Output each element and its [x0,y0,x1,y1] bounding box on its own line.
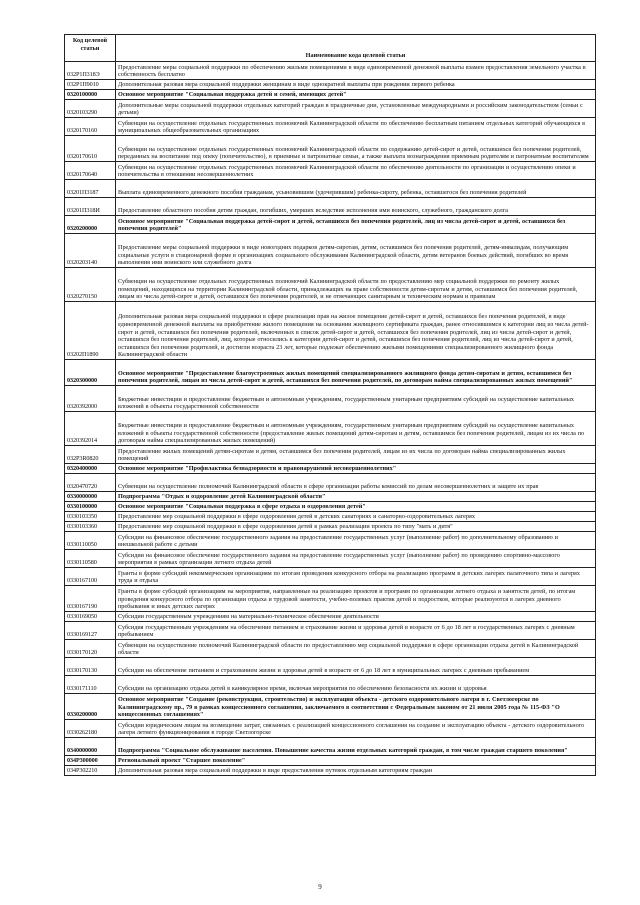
target-article-code: 03201П3187 [65,180,116,198]
table-row [65,612,596,622]
target-article-code: 0320170640 [65,162,116,180]
target-article-name: Основное мероприятие "Профилактика безнадзорности и правонарушений несовершеннолетних" [116,464,596,474]
target-article-name: Предоставление мер социальной поддержки в сфере оздоровления детей в детских санаториях и санаторно-оздоровительных лагерях [116,512,596,522]
target-article-code: 0330262180 [65,720,116,738]
page-number: 9 [318,883,322,891]
table-row [65,162,596,180]
target-article-name: Субсидии на организацию отдыха детей в каникулярное время, включая мероприятия по обеспечению безопасности их жизни и здоровья [116,676,596,694]
target-article-code: 0320392014 [65,412,116,446]
target-article-code: 034Р300000 [65,756,116,766]
table-row [65,216,596,234]
target-article-name: Гранты в форме субсидий некоммерческим организациям по итогам проведения конкурсного отбора на реализацию программ в детских лагерях палаточного типа и лагерях труда и отдыха [116,568,596,586]
target-article-code: 0330100000 [65,502,116,512]
table-header-row [65,35,596,62]
table-row [65,676,596,694]
target-article-code: 034Р302210 [65,766,116,776]
target-article-name: Основное мероприятие "Создание (реконструкция, строительство) и эксплуатация объекта - детского оздоровительного лагеря в г. Светлогорске по Калининградскому пр., 79 в рамках концессионного соглашения, заключаемого в соответствии с Федеральным законом от 21 июля 2005 года № 115-ФЗ "О концессионных соглашениях" [116,694,596,720]
target-articles-table [64,34,596,776]
target-article-code: 0320103290 [65,100,116,118]
table-row [65,694,596,720]
target-article-name: Гранты в форме субсидий организациям на мероприятия, направленные на реализацию проектов и программ по организации летнего отдыха и занятости детей, по итогам проведения конкурсного отбора по организации отдыха и трудовой занятости, учебно-полевых практик детей и подростков, которые реализуются в лагерях дневного пребывания и иных детских лагерях [116,586,596,612]
table-row [65,62,596,80]
target-article-name: Основное мероприятие "Социальная поддержка детей-сирот и детей, оставшихся без попечения родителей, лиц из числа детей-сирот и детей, оставшихся без попечения родителей" [116,216,596,234]
target-article-code: 0330169127 [65,622,116,640]
target-article-code: 0320200000 [65,216,116,234]
target-article-code: 032Р3R0820 [65,446,116,464]
target-article-name: Предоставление мер социальной поддержки в сфере оздоровления детей в рамках реализации проекта по типу "мать и дитя" [116,522,596,532]
target-article-code: 0320100000 [65,90,116,100]
target-article-code: 0330169050 [65,612,116,622]
target-article-code: 0320170160 [65,118,116,136]
target-article-name: Дополнительная разовая мера социальной поддержки женщинам в виде однократной выплаты при рождении первого ребенка [116,80,596,90]
target-article-code: 0330110050 [65,532,116,550]
table-row [65,658,596,676]
table-row [65,720,596,738]
table-row [65,522,596,532]
table-row [65,360,596,386]
target-article-name: Субсидии на финансовое обеспечение государственного задания на предоставление государственных услуг (выполнение работ) по проведению спортивно-массового мероприятия в рамках организации летнего отдыха детей [116,550,596,568]
table-row [65,622,596,640]
table-row [65,268,596,302]
target-article-name: Субвенции на осуществление отдельных государственных полномочий Калининградской области по обеспечению бесплатным питанием отдельных категорий обучающихся в муниципальных общеобразовательных организациях [116,118,596,136]
target-article-code: 0320300000 [65,360,116,386]
target-article-name: Основное мероприятие "Предоставление благоустроенных жилых помещений специализированного жилищного фонда детям-сиротам и детям, оставшимся без попечения родителей, лицам из числа детей-сирот и детей, оставшихся без попечения родителей, по договорам найма специализированных жилых помещений" [116,360,596,386]
name-column-header: Наименование кода целевой статьи [116,35,596,62]
target-article-code: 032Р1П318Э [65,62,116,80]
table-row [65,80,596,90]
table-row [65,502,596,512]
target-article-name: Предоставление меры социальной поддержки по обеспечению жильми помещениями в виде единовременной денежной выплаты взамен предоставления земельного участка в собственность бесплатно [116,62,596,80]
target-article-code: 032Р1П9010 [65,80,116,90]
target-article-code: 0320400000 [65,464,116,474]
code-column-header: Код целевой статьи [65,35,116,62]
target-article-name: Дополнительная разовая мера социальной поддержки в виде предоставления путевок отдельным категориям граждан [116,766,596,776]
table-row [65,302,596,360]
target-article-name: Предоставление жилых помещений детям-сиротам и детям, оставшимся без попечения родителей, лицам из их числа по договорам найма специализированных жилых помещений [116,446,596,464]
table-row [65,640,596,658]
target-article-name: Субсидии юридическим лицам на возмещение затрат, связанных с реализацией концессионного соглашения на создание и эксплуатацию объекта - детского оздоровительного лагеря летнего функционирования в городе Светлогорске [116,720,596,738]
target-article-name: Субсидии на финансовое обеспечение государственного задания на предоставление государственных услуг (выполнение работ) по дополнительному образованию и внешкольной работе с детьми [116,532,596,550]
target-article-code: 0320392000 [65,386,116,412]
target-article-name: Субвенции на осуществление отдельных государственных полномочий Калининградской области по обеспечению деятельности по организации и осуществлению опеки и попечительства в отношении несовершеннолетних [116,162,596,180]
table-row [65,198,596,216]
table-row [65,586,596,612]
target-article-name: Основное мероприятие "Социальная поддержка детей и семей, имеющих детей" [116,90,596,100]
table-row [65,464,596,474]
table-row [65,738,596,756]
target-article-name: Дополнительная разовая мера социальной поддержки в сфере реализации прав на жилое помещение детей-сирот и детей, оставшихся без попечения родителей, в виде единовременной денежной выплаты на приобретение жилого помещения на основании жилищного сертификата граждан, ранее относившимся к категории лиц из числа детей-сирот и детей, оставшихся без попечения родителей, включенных в список детей-сирот и детей, оставшихся без попечения родителей, лиц из числа детей-сирот и детей, оставшихся без попечения родителей, лиц, которые относились к категории детей-сирот и детей, оставшихся без попечения родителей, лиц из числа детей-сирот и детей, оставшихся без попечения родителей, и достигли возраста 23 лет, которые подлежат обеспечению жилыми помещениями специализированного жилищного фонда Калининградской области [116,302,596,360]
target-article-code: 0320270150 [65,268,116,302]
table-row [65,766,596,776]
table-row [65,550,596,568]
target-article-name: Субсидии государственным учреждениям на материально-техническое обеспечение деятельности [116,612,596,622]
target-article-code: 0320170610 [65,136,116,162]
target-article-name: Субвенции на осуществление полномочий Калининградской области в сфере организации работы комиссий по делам несовершеннолетних и защите их прав [116,474,596,492]
target-article-code: 0330110580 [65,550,116,568]
target-article-name: Подпрограмма "Социальное обслуживание населения. Повышение качества жизни отдельных категорий граждан, в том числе граждан старшего поколения" [116,738,596,756]
target-article-code: 03202П1890 [65,302,116,360]
document-page [64,34,595,776]
table-row [65,90,596,100]
target-article-code: 0320203140 [65,234,116,268]
target-article-name: Предоставление областного пособия детям граждан, погибших, умерших вследствие исполнения ими воинского, служебного, гражданского долга [116,198,596,216]
target-article-name: Выплата единовременного денежного пособия гражданам, усыновившим (удочерившим) ребенка-сироту, ребенка, оставшегося без попечения родителей [116,180,596,198]
target-article-code: 0330167190 [65,586,116,612]
target-article-name: Региональный проект "Старшее поколение" [116,756,596,766]
table-row [65,234,596,268]
table-row [65,136,596,162]
target-article-code: 0330167100 [65,568,116,586]
table-row [65,512,596,522]
target-article-code: 0330170130 [65,658,116,676]
table-row [65,474,596,492]
table-row [65,412,596,446]
table-row [65,492,596,502]
table-row [65,386,596,412]
target-article-code: 0340000000 [65,738,116,756]
table-row [65,100,596,118]
table-row [65,118,596,136]
target-article-name: Субвенции на осуществление полномочий Калининградской области по предоставлению мер социальной поддержки в сфере организации отдыха детей в Калининградской области [116,640,596,658]
table-row [65,568,596,586]
target-article-name: Предоставление меры социальной поддержки в виде новогодних подарков детям-сиротам, детям, оставшимся без попечения родителей, детям-инвалидам, получающим социальные услуги в стационарной форме в организациях социального обслуживания Калининградской области, детям ветеранов боевых действий, погибших во время выполнения ими воинского или служебного долга [116,234,596,268]
target-article-name: Бюджетные инвестиции и предоставление бюджетным и автономным учреждениям, государственным унитарным предприятиям субсидий на осуществление капитальных вложений в объекты государственной собственности [116,386,596,412]
table-row [65,180,596,198]
table-row [65,532,596,550]
target-article-code: 0330171110 [65,676,116,694]
target-article-name: Основное мероприятие "Социальная поддержка в сфере отдыха и оздоровления детей" [116,502,596,512]
target-article-code: 0330200000 [65,694,116,720]
table-row [65,446,596,464]
target-article-code: 0330103350 [65,512,116,522]
target-article-code: 0330103360 [65,522,116,532]
target-article-name: Бюджетные инвестиции и предоставление бюджетным и автономным учреждениям, государственным унитарным предприятиям субсидий на осуществление капитальных вложений в объекты государственной собственности (предоставление жилых помещений детям-сиротам и детям, оставшимся без попечения родителей, лицам из их числа по договорам найма специализированных жилых помещений) [116,412,596,446]
target-article-name: Субсидии на обеспечение питанием и страхованием жизни и здоровья детей в возрасте от 6 до 18 лет в муниципальных лагерях с дневным пребыванием [116,658,596,676]
target-article-name: Субвенции на осуществление отдельных государственных полномочий Калининградской области по содержанию детей-сирот и детей, оставшихся без попечения родителей, переданных на воспитание под опеку (попечительство), в приемные и патронатные семьи, а также выплата вознаграждения приемным родителям и патронатным воспитателям [116,136,596,162]
target-article-code: 0330000000 [65,492,116,502]
target-article-name: Подпрограмма "Отдых и оздоровление детей Калининградской области" [116,492,596,502]
target-article-code: 0320470720 [65,474,116,492]
target-article-name: Дополнительные меры социальной поддержки отдельных категорий граждан в праздничные дни, установленные международными и российским законодательством (семьи с детьми) [116,100,596,118]
table-row [65,756,596,766]
target-article-name: Субвенции на осуществление отдельных государственных полномочий Калининградской области по предоставлению мер социальной поддержки по ремонту жилых помещений, находящихся на территории Калининградской области, принадлежащих на праве собственности детям-сиротам и детям, оставшимся без попечения родителей, лицам из числа детей-сирот и детей, оставшихся без попечения родителей, и не отвечающих санитарным и техническим нормам и правилам [116,268,596,302]
target-article-code: 0330170120 [65,640,116,658]
target-article-code: 03201П318И [65,198,116,216]
target-article-name: Субсидия государственным учреждениям на обеспечение питанием и страхование жизни и здоровья детей в возрасте от 6 до 18 лет в государственных лагерях с дневным пребыванием [116,622,596,640]
